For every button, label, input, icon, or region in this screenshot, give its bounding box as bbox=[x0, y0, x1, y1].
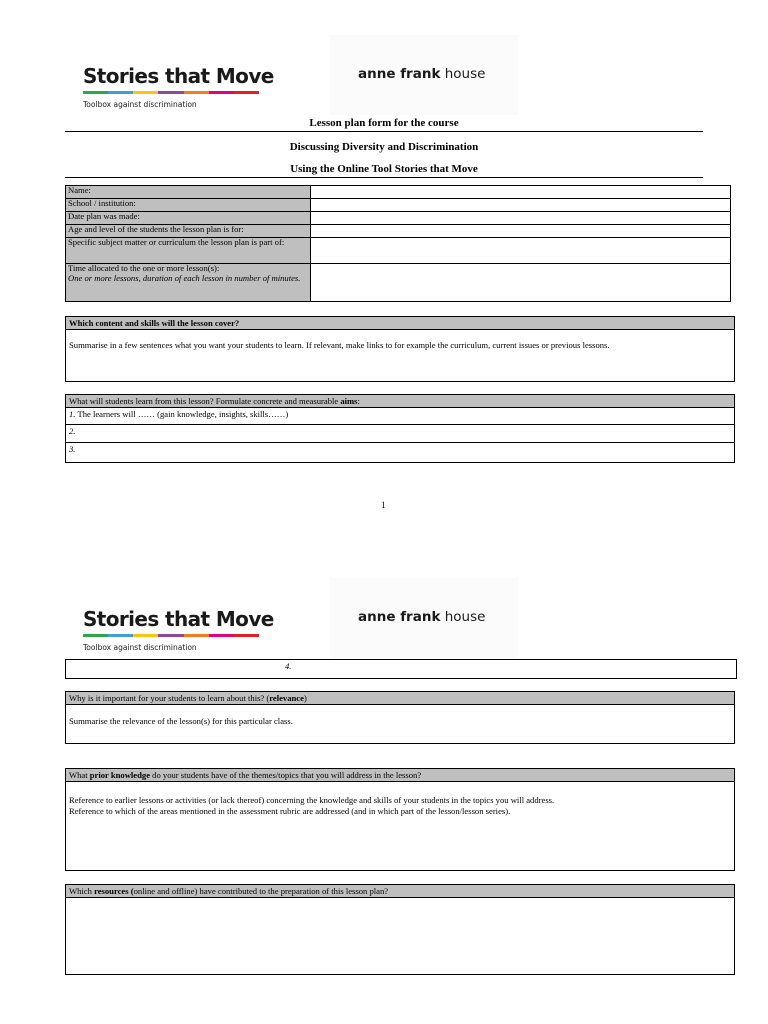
stripe-segment bbox=[209, 91, 234, 94]
relevance-box bbox=[65, 691, 735, 744]
relevance-header-bold: relevance bbox=[269, 693, 304, 703]
info-label: Specific subject matter or curriculum the lesson plan is part of: bbox=[66, 238, 311, 264]
logo-subtitle: Toolbox against discrimination bbox=[83, 100, 197, 109]
stripe-segment bbox=[83, 91, 108, 94]
stripe-segment bbox=[83, 634, 108, 637]
divider bbox=[65, 177, 703, 178]
stripe-segment bbox=[234, 634, 259, 637]
relevance-header bbox=[66, 692, 734, 705]
prior-knowledge-line: Reference to which of the areas mentioned in the assessment rubric are addressed (and in which part of the lesson/lesson series). bbox=[69, 806, 511, 816]
info-row bbox=[66, 212, 731, 225]
stories-that-move-logo bbox=[83, 607, 274, 652]
stripe-segment bbox=[133, 91, 158, 94]
prior-knowledge-body[interactable] bbox=[66, 782, 734, 817]
info-row bbox=[66, 238, 731, 264]
aim-number: 4. bbox=[285, 661, 292, 671]
info-value-field[interactable] bbox=[311, 186, 731, 199]
info-row bbox=[66, 186, 731, 199]
stripe-segment bbox=[158, 634, 183, 637]
aim-row[interactable] bbox=[66, 408, 734, 425]
logo-subtitle: Toolbox against discrimination bbox=[83, 643, 197, 652]
stripe-segment bbox=[234, 91, 259, 94]
stripe-segment bbox=[108, 91, 133, 94]
prior-knowledge-header-text: What bbox=[69, 770, 90, 780]
info-label: School / institution: bbox=[66, 199, 311, 212]
info-label bbox=[66, 264, 311, 302]
relevance-header-text: Why is it important for your students to learn about this? ( bbox=[69, 693, 270, 703]
info-value-field[interactable] bbox=[311, 264, 731, 302]
resources-header bbox=[66, 885, 734, 898]
aims-header-bold: aims bbox=[340, 396, 358, 406]
stripe-segment bbox=[209, 634, 234, 637]
resources-header-suffix: online and offline) have contributed to the preparation of this lesson plan? bbox=[133, 886, 389, 896]
prior-knowledge-header-bold: prior knowledge bbox=[89, 770, 151, 780]
relevance-header-suffix: ) bbox=[303, 693, 307, 703]
anne-frank-house-logo bbox=[358, 66, 485, 82]
resources-header-bold: resources ( bbox=[94, 886, 134, 896]
aim-text: The learners will …… (gain knowledge, insights, skills……) bbox=[75, 409, 289, 419]
aim-row-continued[interactable] bbox=[65, 659, 737, 679]
info-label-note: One or more lessons, duration of each lesson in number of minutes. bbox=[68, 272, 301, 283]
content-skills-body[interactable]: Summarise in a few sentences what you want your students to learn. If relevant, make links to for example the curriculum, current issues or previous lessons. bbox=[69, 340, 610, 350]
aim-row[interactable] bbox=[66, 425, 734, 443]
aim-number: 1. bbox=[69, 409, 76, 419]
info-row bbox=[66, 264, 731, 302]
resources-body[interactable] bbox=[66, 898, 734, 968]
info-label: Name: bbox=[66, 186, 311, 199]
info-row bbox=[66, 199, 731, 212]
aims-header bbox=[66, 395, 734, 408]
aim-row[interactable] bbox=[66, 443, 734, 461]
info-table bbox=[65, 185, 731, 302]
info-value-field[interactable] bbox=[311, 212, 731, 225]
prior-knowledge-box bbox=[65, 768, 735, 871]
aim-number: 3. bbox=[69, 444, 76, 454]
info-label: Age and level of the students the lesson plan is for: bbox=[66, 225, 311, 238]
info-value-field[interactable] bbox=[311, 225, 731, 238]
course-title: Discussing Diversity and Discrimination bbox=[289, 141, 479, 153]
afh-regular: house bbox=[440, 66, 486, 82]
afh-regular: house bbox=[440, 609, 486, 625]
afh-bold: anne frank bbox=[358, 609, 441, 625]
page-number: 1 bbox=[381, 500, 386, 510]
stripe-segment bbox=[184, 634, 209, 637]
afh-bold: anne frank bbox=[358, 66, 441, 82]
info-row bbox=[66, 225, 731, 238]
stripe-segment bbox=[133, 634, 158, 637]
resources-box bbox=[65, 884, 735, 975]
info-label-text: Time allocated to the one or more lesson(s): bbox=[68, 263, 220, 273]
stripe-segment bbox=[108, 634, 133, 637]
aim-number: 2. bbox=[69, 426, 76, 436]
stripe-segment bbox=[184, 91, 209, 94]
content-skills-header-text: Which content and skills will the lesson cover? bbox=[69, 318, 240, 328]
stripe-segment bbox=[158, 91, 183, 94]
logo-title: Stories that Move bbox=[83, 607, 274, 631]
prior-knowledge-header-suffix: do your students have of the themes/topics that you will address in the lesson? bbox=[150, 770, 422, 780]
relevance-body[interactable]: Summarise the relevance of the lesson(s) for this particular class. bbox=[69, 716, 293, 726]
aims-box bbox=[65, 394, 735, 463]
divider bbox=[65, 131, 703, 132]
stories-that-move-logo bbox=[83, 64, 274, 109]
logo-color-stripe bbox=[83, 91, 259, 94]
aims-header-suffix: : bbox=[357, 396, 360, 406]
resources-header-text: Which bbox=[69, 886, 95, 896]
form-title: Lesson plan form for the course bbox=[309, 117, 459, 129]
course-subtitle: Using the Online Tool Stories that Move bbox=[290, 163, 478, 175]
info-value-field[interactable] bbox=[311, 238, 731, 264]
info-value-field[interactable] bbox=[311, 199, 731, 212]
info-label: Date plan was made: bbox=[66, 212, 311, 225]
content-skills-header bbox=[66, 317, 734, 330]
logo-color-stripe bbox=[83, 634, 259, 637]
aims-header-text: What will students learn from this lesson? Formulate concrete and measurable bbox=[69, 396, 341, 406]
logo-title: Stories that Move bbox=[83, 64, 274, 88]
prior-knowledge-header bbox=[66, 769, 734, 782]
anne-frank-house-logo bbox=[358, 609, 485, 625]
content-skills-box bbox=[65, 316, 735, 382]
prior-knowledge-line: Reference to earlier lessons or activities (or lack thereof) concerning the knowledge and skills of your students in the topics you will address. bbox=[69, 795, 555, 805]
